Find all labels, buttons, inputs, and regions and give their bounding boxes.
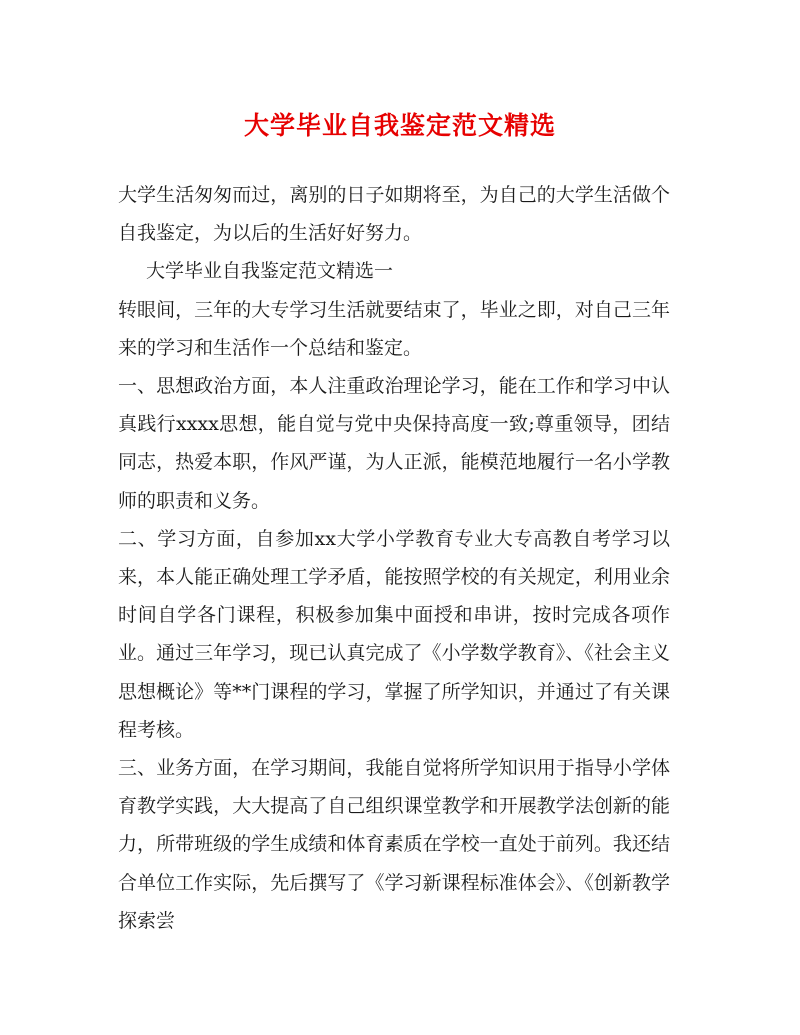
document-body — [118, 176, 670, 940]
intro-paragraph: 大学生活匆匆而过，离别的日子如期将至，为自己的大学生活做个自我鉴定，为以后的生活好好努力。 — [118, 184, 670, 245]
political-paragraph: 一、思想政治方面，本人注重政治理论学习，能在工作和学习中认真践行xxxx思想，能自觉与党中央保持高度一致;尊重领导，团结同志，热爱本职，作风严谨，为人正派，能模范地履行一名小学教师的职责和义务。 — [118, 375, 670, 512]
work-paragraph: 三、业务方面，在学习期间，我能自觉将所学知识用于指导小学体育教学实践，大大提高了自己组织课堂教学和开展教学法创新的能力，所带班级的学生成绩和体育素质在学校一直处于前列。我还结合单位工作实际，先后撰写了《学习新课程标准体会》、《创新教学探索尝 — [118, 757, 670, 932]
opening-paragraph: 转眼间，三年的大专学习生活就要结束了，毕业之即，对自己三年来的学习和生活作一个总结和鉴定。 — [118, 298, 670, 359]
section-heading: 大学毕业自我鉴定范文精选一 — [146, 260, 394, 283]
study-paragraph: 二、学习方面，自参加xx大学小学教育专业大专高教自考学习以来，本人能正确处理工学矛盾，能按照学校的有关规定，利用业余时间自学各门课程，积极参加集中面授和串讲，按时完成各项作业。通过三年学习，现已认真完成了《小学数学教育》、《社会主义思想概论》等**门课程的学习，掌握了所学知识，并通过了有关课程考核。 — [118, 527, 670, 741]
document-title: 大学毕业自我鉴定范文精选 — [243, 111, 556, 140]
